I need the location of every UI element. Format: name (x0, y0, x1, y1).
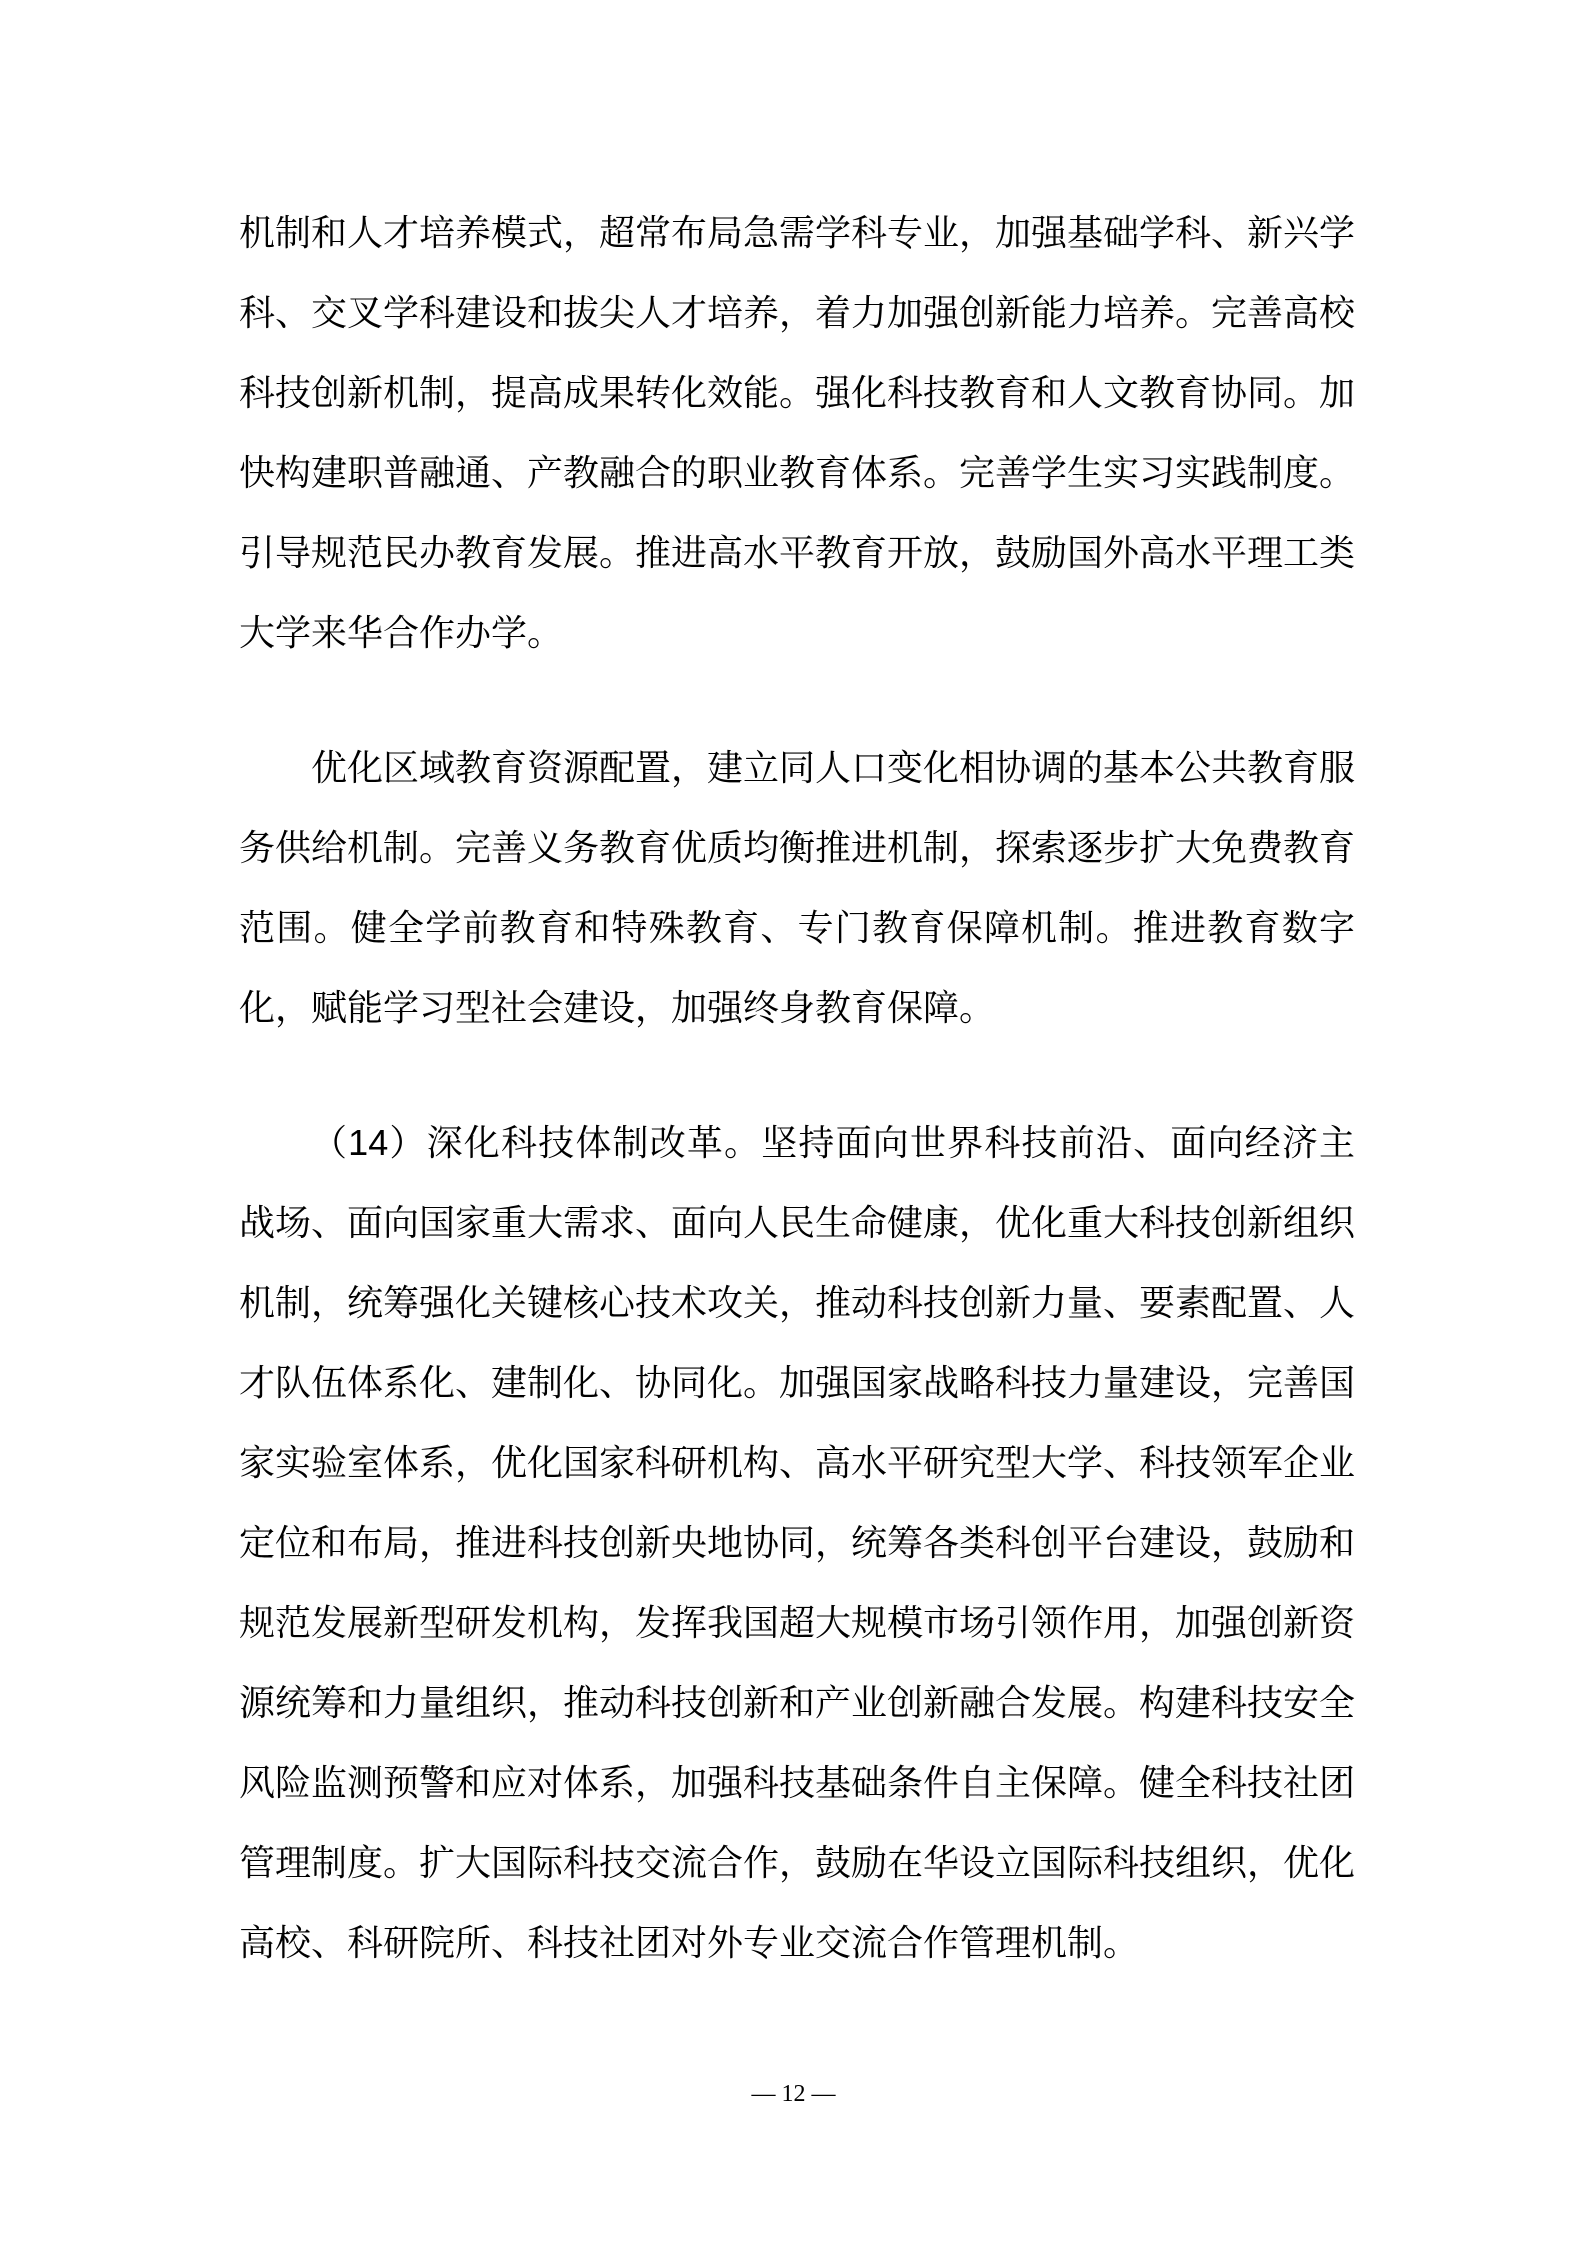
paragraph-item-14-science-tech-reform: （14）深化科技体制改革。坚持面向世界科技前沿、面向经济主战场、面向国家重大需求、面向人民生命健康，优化重大科技创新组织机制，统筹强化关键核心技术攻关，推动科技创新力量、要素配置、人才队伍体系化、建制化、协同化。加强国家战略科技力量建设，完善国家实验室体系，优化国家科研机构、高水平研究型大学、科技领军企业定位和布局，推进科技创新央地协同，统筹各类科创平台建设，鼓励和规范发展新型研发机构，发挥我国超大规模市场引领作用，加强创新资源统筹和力量组织，推动科技创新和产业创新融合发展。构建科技安全风险监测预警和应对体系，加强科技基础条件自主保障。健全科技社团管理制度。扩大国际科技交流合作，鼓励在华设立国际科技组织，优化高校、科研院所、科技社团对外专业交流合作管理机制。 (239, 1122, 1356, 1963)
paragraph-continuation: 机制和人才培养模式，超常布局急需学科专业，加强基础学科、新兴学科、交叉学科建设和拔尖人才培养，着力加强创新能力培养。完善高校科技创新机制，提高成果转化效能。强化科技教育和人文教育协同。加快构建职普融通、产教融合的职业教育体系。完善学生实习实践制度。引导规范民办教育发展。推进高水平教育开放，鼓励国外高水平理工类大学来华合作办学。 (239, 212, 1356, 653)
page-body-text (239, 193, 1355, 1983)
page-number: — 12 — (751, 2081, 836, 2107)
paragraph-education-resources: 优化区域教育资源配置，建立同人口变化相协调的基本公共教育服务供给机制。完善义务教育优质均衡推进机制，探索逐步扩大免费教育范围。健全学前教育和特殊教育、专门教育保障机制。推进教育数字化，赋能学习型社会建设，加强终身教育保障。 (239, 747, 1356, 1028)
